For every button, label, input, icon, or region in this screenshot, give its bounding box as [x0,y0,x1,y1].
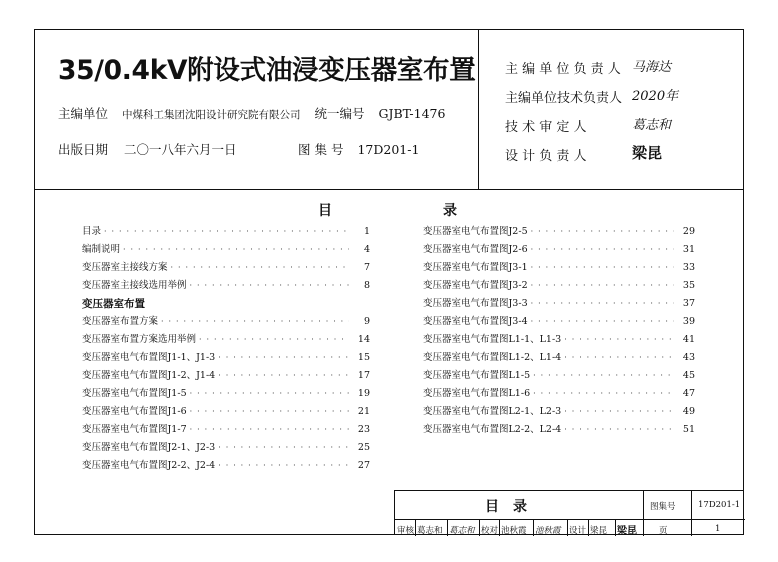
toc-entry-page: 7 [363,262,370,273]
editor-label: 主编单位 [58,106,109,121]
atlas-label: 图 集 号 [298,142,344,157]
toc-entry-page: 41 [682,334,695,345]
toc-heading-right: 录 [443,203,457,219]
toc-leader-dots [533,367,674,385]
tb-review-label: 审核 [397,526,415,536]
toc-leader-dots [564,403,674,421]
toc-entry-page: 25 [357,442,370,453]
toc-leader-dots [123,241,349,259]
toc-entry-label: 变压器室电气布置图L2-1、L2-3 [423,406,562,417]
tb-sig-sep [615,519,616,536]
toc-entry [423,295,695,313]
editor-value: 中煤科工集团沈阳设计研究院有限公司 [122,109,301,121]
toc-entry [82,421,370,439]
toc-entry [82,457,370,475]
toc-entry-page: 29 [682,226,695,237]
toc-entry [423,385,695,403]
toc-entry-label: 变压器室电气布置图L1-5 [423,370,531,381]
toc-entry [82,241,370,259]
toc-entry-page: 37 [682,298,695,309]
title-block-title: 目录 [485,499,541,515]
tb-design-signature: 梁昆 [617,526,637,537]
toc-entry-label: 变压器室电气布置图J3-1 [423,262,528,273]
toc-entry [82,403,370,421]
toc-entry-page: 33 [682,262,695,273]
tb-sig-sep [567,519,568,536]
atlas-value: 17D201-1 [357,142,420,157]
toc-leader-dots [531,313,674,331]
toc-entry-label: 变压器室电气布置图L1-6 [423,388,531,399]
toc-leader-dots [218,367,349,385]
toc-entry-page: 15 [357,352,370,363]
tb-sig-sep [415,519,416,536]
toc-entry [82,313,370,331]
toc-entry-page: 4 [363,244,370,255]
toc-entry [423,223,695,241]
toc-entry [423,421,695,439]
toc-entry [82,259,370,277]
tb-page-label: 页 [659,526,668,536]
tb-review-signature: 葛志和 [449,526,475,536]
tb-design-label: 设计 [569,526,587,536]
resp-role-1: 主 编 单 位 负 责 人 [505,62,621,77]
signature-3: 葛志和 [632,118,672,133]
toc-leader-dots [190,277,349,295]
tb-sig-sep [447,519,448,536]
toc-leader-dots [190,385,349,403]
toc-right-column [423,223,695,439]
toc-entry [423,331,695,349]
toc-entry-page: 45 [682,370,695,381]
toc-leader-dots [190,403,349,421]
tb-sig-sep [588,519,589,536]
toc-entry-label: 变压器室电气布置图J1-5 [82,388,187,399]
toc-entry [423,259,695,277]
toc-entry [82,439,370,457]
toc-section-heading [82,295,370,313]
toc-entry-label: 变压器室电气布置图J3-4 [423,316,528,327]
toc-entry-label: 变压器室电气布置图J2-1、J2-3 [82,442,216,453]
toc-leader-dots [190,421,349,439]
toc-entry-page: 35 [682,280,695,291]
tb-sig-sep [479,519,480,536]
toc-entry-page: 39 [682,316,695,327]
toc-entry-label: 变压器室电气布置图J3-3 [423,298,528,309]
tb-check-label: 校对 [481,526,499,536]
tb-page-value: 1 [715,524,721,534]
toc-entry-label: 变压器室电气布置图L1-1、L1-3 [423,334,562,345]
toc-leader-dots [531,295,674,313]
toc-leader-dots [218,439,349,457]
toc-entry-label: 变压器室布置方案选用举例 [82,334,197,345]
signature-1: 马海达 [632,60,672,75]
toc-leader-dots [104,223,349,241]
code-label: 统一编号 [314,106,365,121]
toc-entry-page: 1 [363,226,370,237]
signature-2: 2020年 [632,89,679,104]
toc-leader-dots [218,349,349,367]
toc-entry-page: 8 [363,280,370,291]
toc-entry-label: 变压器室电气布置图J1-1、J1-3 [82,352,216,363]
toc-entry-label: 目录 [82,226,102,237]
signature-4: 梁昆 [632,144,663,162]
toc-entry-label: 变压器室电气布置图J1-2、J1-4 [82,370,216,381]
toc-entry-label: 变压器室主接线选用举例 [82,280,187,291]
toc-leader-dots [531,241,674,259]
tb-design-name: 梁昆 [590,526,608,536]
resp-role-2: 主编单位技术负责人 [505,91,623,106]
title-block-col [643,491,644,536]
toc-entry-page: 31 [682,244,695,255]
toc-entry-label: 变压器室电气布置图J1-6 [82,406,187,417]
toc-entry-page: 14 [357,334,370,345]
date-row [58,140,237,158]
toc-leader-dots [161,313,349,331]
toc-entry-label: 变压器室电气布置图J2-6 [423,244,528,255]
toc-entry-page: 43 [682,352,695,363]
tb-check-name: 池秋霞 [501,526,527,536]
tb-sig-sep [499,519,500,536]
toc-entry-page: 51 [682,424,695,435]
toc-entry-page: 23 [357,424,370,435]
header-vertical-divider [478,29,479,189]
toc-entry-label: 变压器室电气布置图J1-7 [82,424,187,435]
toc-leader-dots [171,259,349,277]
toc-leader-dots [533,385,674,403]
toc-entry [423,403,695,421]
toc-entry-page: 19 [357,388,370,399]
tb-atlas-value: 17D201-1 [698,500,741,510]
toc-entry [82,367,370,385]
date-value: 二〇一八年六月一日 [124,142,237,157]
toc-entry-page: 9 [363,316,370,327]
toc-entry [82,223,370,241]
toc-leader-dots [531,277,674,295]
toc-entry-label: 变压器室电气布置图J2-5 [423,226,528,237]
toc-entry-label: 变压器室布置方案 [82,316,159,327]
toc-entry [423,367,695,385]
atlas-row [298,140,419,158]
toc-entry-page: 17 [357,370,370,381]
title-block-col [691,491,692,536]
toc-entry [423,277,695,295]
toc-leader-dots [564,421,674,439]
toc-entry [423,313,695,331]
toc-leader-dots [199,331,349,349]
toc-entry-page: 47 [682,388,695,399]
toc-entry-page: 49 [682,406,695,417]
toc-heading-left: 目 [318,203,332,219]
toc-entry-page: 21 [357,406,370,417]
toc-entry [423,349,695,367]
toc-entry [82,385,370,403]
tb-atlas-label: 图集号 [650,502,676,512]
title-block [394,490,744,535]
toc-entry [82,349,370,367]
resp-role-4: 设 计 负 责 人 [505,149,587,164]
toc-leader-dots [531,223,674,241]
toc-entry-label: 变压器室布置 [82,298,145,310]
toc-entry-label: 变压器室电气布置图L1-2、L1-4 [423,352,562,363]
toc-leader-dots [564,349,674,367]
tb-check-signature: 池秋霞 [535,526,561,536]
tb-sig-sep [533,519,534,536]
resp-role-3: 技 术 审 定 人 [505,120,587,135]
date-label: 出版日期 [58,142,109,157]
toc-entry-page: 27 [357,460,370,471]
toc-entry [82,277,370,295]
toc-leader-dots [531,259,674,277]
toc-entry-label: 变压器室电气布置图J3-2 [423,280,528,291]
toc-entry-label: 变压器室电气布置图J2-2、J2-4 [82,460,216,471]
tb-review-name: 葛志和 [417,526,443,536]
toc-entry-label: 编制说明 [82,244,121,255]
toc-entry [423,241,695,259]
toc-left-column [82,223,370,475]
toc-leader-dots [218,457,349,475]
toc-entry-label: 变压器室主接线方案 [82,262,168,273]
code-value: GJBT-1476 [378,106,446,121]
header-divider [34,189,744,190]
editor-row [58,104,445,122]
toc-entry-label: 变压器室电气布置图L2-2、L2-4 [423,424,562,435]
toc-leader-dots [564,331,674,349]
atlas-title: 35/0.4kV附设式油浸变压器室布置 [58,55,476,86]
toc-entry [82,331,370,349]
